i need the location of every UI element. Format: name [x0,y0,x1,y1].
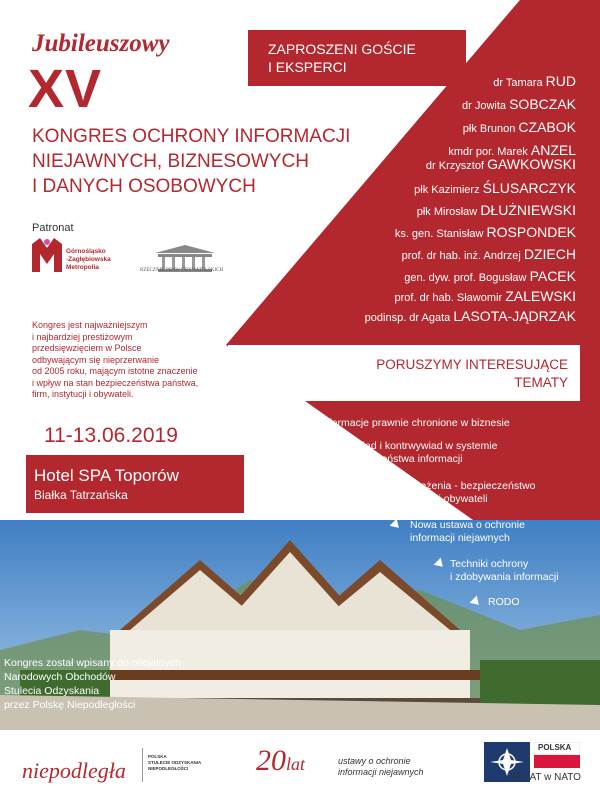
edition-number: XV [28,59,103,119]
rpo-logo-text: RZECZNIK PRAW OBYWATELSKICH [140,268,224,273]
title-line: NIEJAWNYCH, BIZNESOWYCH [32,151,309,172]
guest-item: dr Krzysztof GAWKOWSKI [425,156,576,172]
topics-heading: PORUSZYMY INTERESUJĄCE TEMATY [376,357,568,390]
footer-divider [142,748,143,782]
intro-text: Kongres jest najważniejszym i najbardziej prestiżowym przedsięwzięciem w Polsce odbywającym się nieprzerwanie od 2005 roku, mającym istotne znaczenie i wpływ na stan bezpieczeństwa państwa, firm, instytucji i obywateli. [32,320,199,399]
guest-item: płk Brunon CZABOK [462,119,576,135]
guest-item: dr Tamara RUD [493,73,576,89]
guest-item: płk Kazimierz ŚLUSARCZYK [414,180,576,196]
title-line: I DANYCH OSOBOWYCH [32,176,256,197]
topic-item: Wywiad i kontrwywiad w systemie bezpieczeństwa informacji [340,440,498,465]
venue-name: Hotel SPA Toporów [34,466,179,485]
gzm-logo-text: Górnośląsko -Zagłębiowska Metropolia [66,248,111,271]
jubilee-label: Jubileuszowy [32,30,170,57]
twenty-years-mark: 20lat [256,744,306,777]
niepodlegla-logo-text: POLSKA STULECIE ODZYSKANIA NIEPODLEGŁOŚCI [148,754,202,771]
centenary-note: Kongres został wpisany do oficjalnych Narodowych Obchodów Stulecia Odzyskania przez Polskę Niepodległości [4,657,181,711]
congress-title [32,124,350,199]
guest-item: podinsp. dr Agata LASOTA-JĄDRZAK [364,308,576,324]
guest-item: gen. dyw. prof. Bogusław PACEK [404,268,576,284]
venue-location: Białka Tatrzańska [34,488,128,502]
guest-item: kmdr por. Marek ANZEL [448,142,576,158]
guest-item: ks. gen. Stanisław ROSPONDEK [394,224,576,240]
guest-item: prof. dr hab. inż. Andrzej DZIECH [401,246,576,262]
polska-label: POLSKA [538,743,572,752]
topic-item: Nowa ustawa o ochronie informacji niejawnych [410,519,525,544]
niepodlegla-logo: niepodległa [22,758,126,783]
gzm-logo [30,238,64,274]
act-anniversary-text: ustawy o ochronie informacji niejawnych [338,756,424,777]
title-line: KONGRES OCHRONY INFORMACJI [32,126,351,147]
topic-item: Informacje prawnie chronione w biznesie [320,417,510,429]
topic-item: Cyberzagrożenia - bezpieczeństwo firm, instytucji i obywateli [372,480,536,505]
patronage-label: Patronat [32,222,74,234]
topic-item: Techniki ochrony i zdobywania informacji [450,558,559,583]
guest-item: prof. dr hab. Sławomir ZALEWSKI [394,288,576,304]
nato-anniversary-label: 20 LAT w NATO [510,772,581,783]
event-dates: 11-13.06.2019 [44,424,178,447]
guests-heading: ZAPROSZENI GOŚCIE I EKSPERCI [268,41,416,75]
topic-item: RODO [488,596,520,608]
guest-item: płk Mirosław DŁUŻNIEWSKI [416,202,576,218]
guest-item: dr Jowita SOBCZAK [462,96,576,112]
